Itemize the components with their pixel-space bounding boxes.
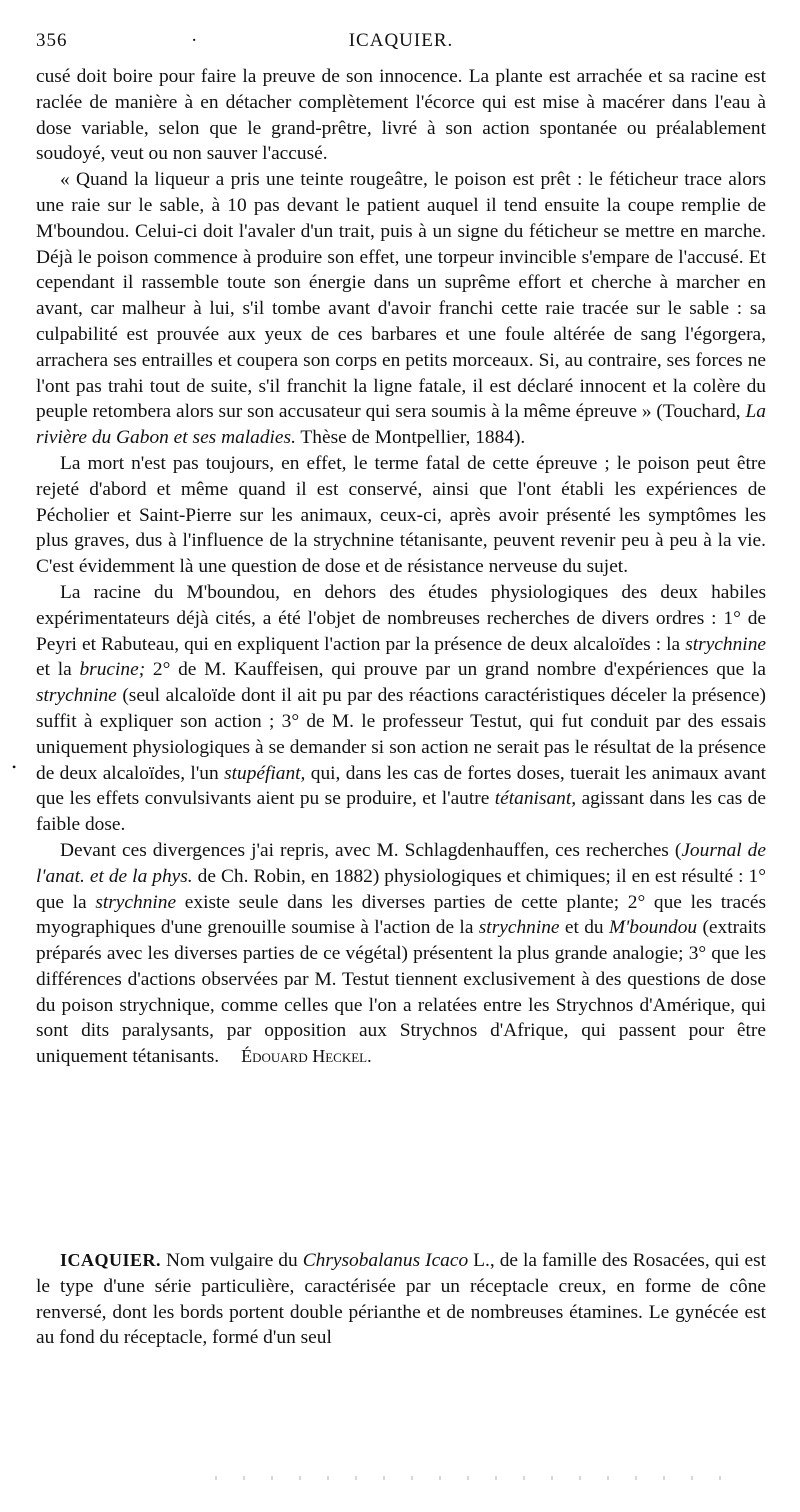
italic-term: strychnine (36, 685, 117, 707)
margin-mark: • (12, 760, 17, 774)
species-name: Chrysobalanus Icaco (302, 1250, 469, 1271)
source-details: Thèse de Montpellier, 1884). (295, 427, 526, 449)
text-run: existe seule dans les diverses parties de cette plante; 2° que les tracés myographiques d'une grenouille soumise à l'action de la (36, 891, 766, 939)
paragraph-4 (36, 580, 766, 838)
text-run: 2° de M. Kauffeisen, qui prouve par un grand nombre d'expériences que la (145, 659, 766, 681)
italic-term: stupéfiant, (224, 762, 306, 784)
text-run: L., de la famille des Rosacées, qui est le type d'une série particulière, caractérisée par un réceptacle creux, en forme de cône renversé, dont les bords portent double périanthe et de nombreuses étamines. Le gynécée est au fond du réceptacle, formé d'un seul (36, 1250, 766, 1349)
text-run: agissant dans les cas de faible dose. (36, 788, 766, 836)
entry-headword: ICAQUIER. (60, 1250, 162, 1270)
article-body (36, 64, 766, 1070)
quote-text: « Quand la liqueur a pris une teinte rougeâtre, le poison est prêt : le féticheur trace alors une raie sur le sable, à 10 pas devant le patient auquel il tend ensuite la coupe remplie de M'boundou. Celui-ci doit l'avaler d'un trait, puis à un signe du féticheur se mettre en marche. Déjà le poison commence à produire son effet, une torpeur invincible s'empare de l'accusé. Et cependant il rassemble toute son énergie dans un suprême effort et cherche à marcher en avant, car malheur à lui, s'il tombe avant d'avoir franchi cette raie tracée sur le sable : sa culpabilité est prouvée aux yeux de ces barbares et une foule altérée de sang l'égorgera, arrachera ses entrailles et coupera son corps en petits morceaux. Si, au contraire, ses forces ne l'ont pas trahi tout de suite, s'il franchit la ligne fatale, il est déclaré innocent et la colère du peuple retombera alors sur son accusateur qui sera soumis à la même épreuve » (Touchard, (36, 169, 766, 423)
italic-term: strychnine (685, 633, 766, 655)
page-number: 356 (36, 30, 68, 51)
entry-icaquier (36, 1248, 766, 1351)
scan-artifacts (215, 1476, 735, 1480)
author-signature: Édouard Heckel. (241, 1046, 372, 1067)
paragraph-3: La mort n'est pas toujours, en effet, le terme fatal de cette épreuve ; le poison peut être rejeté d'abord et même quand il est conservé, ainsi que l'ont établi les expériences de Pécholier et Saint-Pierre sur les animaux, ceux-ci, après avoir présenté les symptômes les plus graves, dus à l'influence de la strychnine tétanisante, peuvent revenir peu à peu à la vie. C'est évidemment là une question de dose et de résistance nerveuse du sujet. (36, 452, 766, 578)
text-run: Devant ces divergences j'ai repris, avec M. Schlagdenhauffen, ces recherches ( (60, 839, 682, 861)
text-run: de Ch. Robin, en 1882) physiologiques et chimiques; il en est résulté : 1° que la (36, 865, 767, 913)
header-dot: · (191, 30, 199, 51)
journal-title: Journal de l'anat. et de la phys. (36, 839, 766, 887)
running-head (36, 30, 766, 58)
italic-term: strychnine (478, 917, 560, 939)
text-run: Nom vulgaire du (161, 1250, 303, 1271)
paragraph-5 (36, 838, 766, 1070)
entry-paragraph (36, 1248, 766, 1351)
text-run: La racine du M'boundou, en dehors des études physiologiques des deux habiles expérimentateurs déjà cités, a été l'objet de nombreuses recherches de divers ordres : 1° de Peyri et Rabuteau, qui en expliquent l'action par la présence de deux alcaloïdes : la (36, 581, 766, 655)
paragraph-1: cusé doit boire pour faire la preuve de son innocence. La plante est arrachée et sa racine est raclée de manière à en détacher complètement l'écorce qui est mise à macérer dans l'eau à dose variable, selon que le grand-prêtre, livré à son action spontanée ou préalablement soudoyé, veut ou non sauver l'accusé. (36, 66, 766, 165)
paragraph-2 (36, 167, 766, 451)
italic-term: brucine; (79, 659, 146, 681)
italic-term: strychnine (95, 891, 177, 913)
italic-term: M'boundou (608, 917, 698, 939)
text-run: qui, dans les cas de fortes doses, tuerait les animaux avant que les effets convulsivants aient pu se produire, et l'autre (36, 762, 766, 810)
text-run: (extraits préparés avec les diverses parties de ce végétal) présentent la plus grande analogie; 3° que les différences d'actions observées par M. Testut tiennent exclusivement à des questions de dose du poison strychnique, comme celles que l'on a relatées entre les Strychnos d'Amérique, qui sont dits paralysants, par opposition aux Strychnos d'Afrique, qui passent pour être uniquement tétanisants. (36, 917, 766, 1068)
italic-term: tétanisant, (494, 788, 577, 810)
text-run: et la (36, 659, 80, 681)
source-title: La rivière du Gabon et ses maladies. (36, 401, 766, 449)
running-title: ICAQUIER. (348, 30, 454, 51)
text-run: et du (559, 917, 609, 939)
text-run: (seul alcaloïde dont il ait pu par des réactions caractéristiques déceler la présence) suffit à expliquer son action ; 3° de M. le professeur Testut, qui fut conduit par des essais uniquement physiologiques à se demander si son action ne serait pas le résultat de la présence de deux alcaloïdes, l'un (36, 685, 766, 784)
